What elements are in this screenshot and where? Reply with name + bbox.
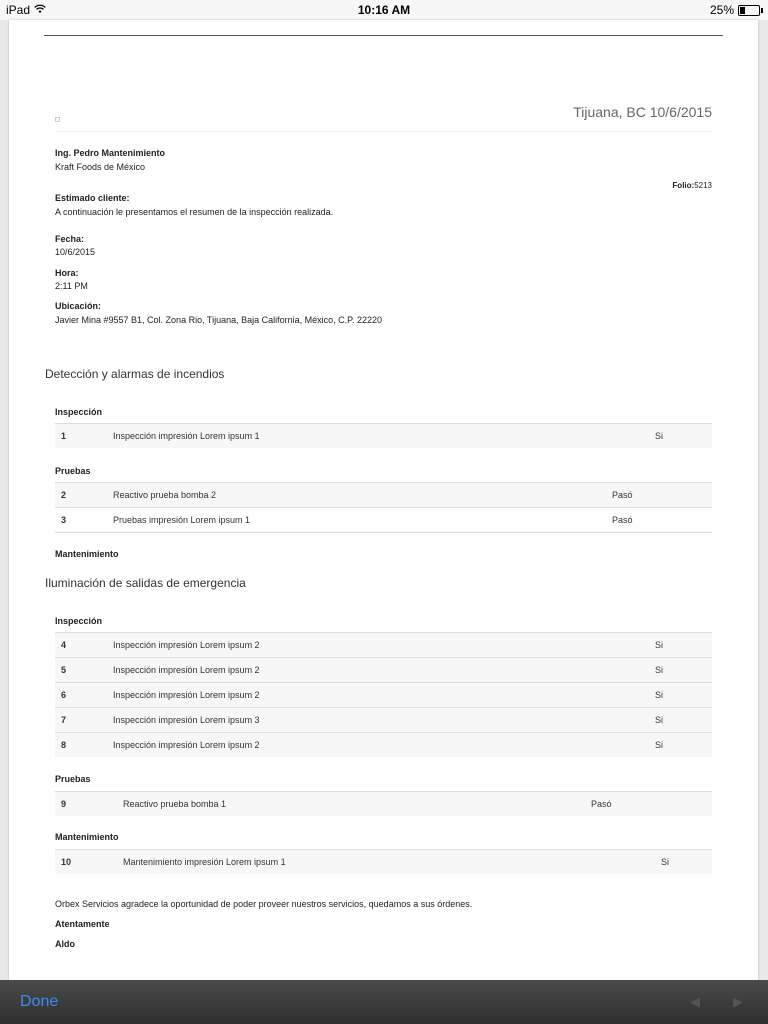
row-result: Pasó: [591, 799, 612, 809]
greeting-label: Estimado cliente:: [55, 193, 130, 203]
next-page-icon[interactable]: ▶: [733, 994, 743, 1009]
pruebas-label: Pruebas: [55, 774, 91, 784]
row-number: 8: [61, 740, 67, 750]
row-result: Si: [655, 715, 664, 725]
table-row: [55, 732, 712, 757]
status-right: [710, 3, 760, 17]
folio: [672, 181, 712, 190]
status-bar: [0, 0, 768, 20]
row-number: 7: [61, 715, 67, 725]
battery-fill: [740, 7, 745, 14]
folio-label: Folio:: [672, 181, 695, 190]
section-title-emergency-lighting: Iluminación de salidas de emergencia: [45, 576, 246, 590]
logo-placeholder-image: [55, 117, 60, 122]
signer-name: Aldo: [55, 939, 75, 949]
battery-percent: 25%: [709, 3, 734, 17]
folio-value: 5213: [694, 181, 712, 190]
table-row: [55, 682, 712, 707]
row-description: Inspección impresión Lorem ipsum 1: [113, 431, 260, 441]
row-description: Inspección impresión Lorem ipsum 3: [113, 715, 260, 725]
row-description: Mantenimiento impresión Lorem ipsum 1: [123, 857, 286, 867]
row-number: 1: [61, 431, 67, 441]
row-result: Si: [655, 640, 664, 650]
table-row: [55, 657, 712, 682]
battery-icon: [738, 5, 760, 16]
table-row: [55, 707, 712, 732]
mantenimiento-label: Mantenimiento: [55, 832, 119, 842]
top-divider: [44, 35, 723, 36]
row-description: Reactivo prueba bomba 1: [123, 799, 227, 809]
sign-off: Atentamente: [55, 919, 110, 929]
fecha-label: Fecha:: [55, 234, 85, 244]
closing-text: Orbex Servicios agradece la oportunidad de poder proveer nuestros servicios, quedamos a sus órdenes.: [55, 899, 473, 909]
mantenimiento-label: Mantenimiento: [55, 549, 119, 559]
fecha-value: 10/6/2015: [55, 247, 96, 257]
row-number: 6: [61, 690, 67, 700]
place-date: Tijuana, BC 10/6/2015: [573, 104, 712, 120]
hora-label: Hora:: [55, 268, 79, 278]
row-result: Si: [655, 740, 664, 750]
device-name: iPad: [6, 3, 31, 17]
inspeccion-label: Inspección: [55, 616, 103, 626]
row-description: Inspección impresión Lorem ipsum 2: [113, 740, 260, 750]
done-button[interactable]: Done: [20, 993, 59, 1010]
table-row: [55, 482, 712, 507]
header-divider: [55, 131, 712, 132]
table-row: [55, 632, 712, 657]
row-description: Inspección impresión Lorem ipsum 2: [113, 665, 260, 675]
row-number: 5: [61, 665, 67, 675]
row-number: 3: [61, 515, 67, 525]
table-row: [55, 507, 712, 533]
row-number: 4: [61, 640, 67, 650]
row-description: Inspección impresión Lorem ipsum 2: [113, 640, 260, 650]
recipient-company: Kraft Foods de México: [55, 162, 146, 172]
section-title-fire: Detección y alarmas de incendios: [45, 367, 225, 381]
row-number: 10: [61, 857, 72, 867]
recipient-name: Ing. Pedro Mantenimiento: [55, 148, 166, 158]
row-description: Pruebas impresión Lorem ipsum 1: [113, 515, 251, 525]
table-row: [55, 849, 712, 874]
row-result: Si: [655, 431, 664, 441]
clock: 10:16 AM: [357, 3, 411, 17]
table-row: [55, 791, 712, 816]
document-page[interactable]: [9, 20, 758, 980]
greeting-text: A continuación le presentamos el resumen de la inspección realizada.: [55, 207, 334, 217]
ubicacion-value: Javier Mina #9557 B1, Col. Zona Rio, Tijuana, Baja California, México, C.P. 22220: [55, 315, 383, 325]
pruebas-label: Pruebas: [55, 466, 91, 476]
previous-page-icon[interactable]: ◀: [690, 994, 700, 1009]
row-number: 2: [61, 490, 67, 500]
inspeccion-label: Inspección: [55, 407, 103, 417]
row-result: Pasó: [612, 515, 633, 525]
row-number: 9: [61, 799, 67, 809]
row-description: Reactivo prueba bomba 2: [113, 490, 217, 500]
row-result: Si: [661, 857, 670, 867]
row-result: Pasó: [612, 490, 633, 500]
ubicacion-label: Ubicación:: [55, 301, 102, 311]
bottom-toolbar: [0, 980, 768, 1024]
row-description: Inspección impresión Lorem ipsum 2: [113, 690, 260, 700]
hora-value: 2:11 PM: [55, 281, 88, 291]
row-result: Si: [655, 665, 664, 675]
row-result: Si: [655, 690, 664, 700]
table-row: [55, 423, 712, 448]
